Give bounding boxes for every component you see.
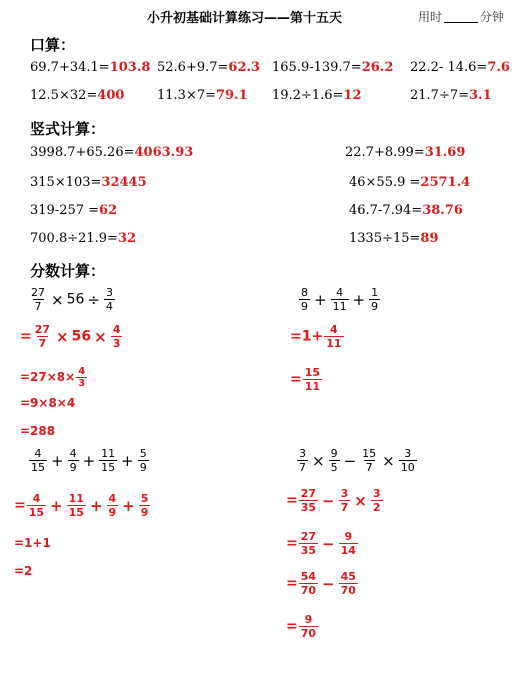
fraction: $\frac{4}{11}$: [326, 323, 342, 350]
fraction: $\frac{3}{2}$: [372, 487, 381, 514]
fraction: $\frac{45}{70}$: [340, 570, 356, 597]
fraction: $\frac{4}{11}$: [332, 286, 347, 313]
fraction: $\frac{15}{11}$: [304, 366, 321, 393]
p1-step-4: =288: [20, 424, 56, 438]
answer: 79.1: [216, 88, 248, 103]
section-vertical-heading: 竖式计算：: [30, 120, 106, 138]
answer: 3.1: [469, 88, 492, 103]
answer: 103.8: [109, 60, 151, 75]
fraction: $\frac{4}{15}$: [31, 447, 45, 474]
timer-label-text: 用时: [418, 10, 443, 24]
p1-step-3: =9×8×4: [20, 396, 76, 410]
fraction: $\frac{5}{9}$: [140, 492, 149, 519]
expression: 12.5×32=: [30, 88, 98, 103]
timer-unit: 分钟: [480, 10, 505, 24]
vertical-item: [30, 175, 147, 190]
section-oral-heading: 口算：: [30, 36, 76, 54]
oral-item: [157, 60, 260, 75]
vertical-item: [349, 231, 439, 246]
fraction: $\frac{1}{9}$: [371, 286, 379, 313]
problem-2: $\frac{8}{9}$ + $\frac{4}{11}$ + $\frac{1}{9}$: [301, 286, 379, 313]
expression: 46×55.9 =: [349, 175, 421, 190]
oral-item: [272, 88, 362, 103]
p2-step-2: = $\frac{15}{11}$: [290, 366, 321, 393]
answer: 2571.4: [420, 175, 471, 190]
p3-step-2: =1+1: [14, 536, 51, 550]
fraction: $\frac{4}{3}$: [78, 366, 86, 389]
p1-step-2: =27×8× $\frac{4}{3}$: [20, 366, 86, 389]
answer: 62: [99, 203, 118, 218]
oral-item: [30, 88, 124, 103]
section-fraction-heading: 分数计算：: [30, 262, 106, 280]
fraction: $\frac{27}{35}$: [300, 530, 317, 557]
fraction: $\frac{27}{7}$: [31, 286, 45, 313]
timer-label: [418, 8, 504, 25]
vertical-item: [349, 175, 470, 190]
fraction: $\frac{8}{9}$: [301, 286, 308, 313]
expression: 21.7÷7=: [410, 88, 470, 103]
p3-step-1: = $\frac{4}{15}$ + $\frac{11}{15}$ + $\frac{4}{9}$ + $\frac{5}{9}$: [14, 492, 149, 519]
vertical-item: [30, 231, 136, 246]
expression: 165.9-139.7=: [272, 60, 362, 75]
vertical-item: [30, 203, 117, 218]
answer: 12: [343, 88, 362, 103]
answer: 4063.93: [134, 145, 194, 160]
answer: 38.76: [422, 203, 463, 218]
p1-step-1: = $\frac{27}{7}$ × 56 × $\frac{4}{3}$: [20, 323, 121, 350]
fraction: $\frac{9}{5}$: [330, 447, 338, 474]
expression: 19.2÷1.6=: [272, 88, 344, 103]
expression: 700.8÷21.9=: [30, 231, 118, 246]
fraction: $\frac{15}{7}$: [362, 447, 377, 474]
fraction: $\frac{11}{15}$: [68, 492, 84, 519]
expression: 22.2- 14.6=: [410, 60, 488, 75]
oral-item: [410, 88, 492, 103]
expression: 46.7-7.94=: [349, 203, 423, 218]
fraction: $\frac{3}{7}$: [299, 447, 306, 474]
fraction: $\frac{4}{3}$: [112, 323, 121, 350]
p3-step-3: =2: [14, 564, 33, 578]
expression: 3998.7+65.26=: [30, 145, 135, 160]
fraction: $\frac{54}{70}$: [300, 570, 317, 597]
oral-item: [157, 88, 248, 103]
fraction: $\frac{4}{15}$: [28, 492, 45, 519]
timer-blank: [444, 22, 478, 23]
fraction: $\frac{27}{7}$: [34, 323, 51, 350]
fraction: $\frac{9}{70}$: [300, 613, 317, 640]
vertical-item: [349, 203, 463, 218]
fraction: $\frac{5}{9}$: [139, 447, 147, 474]
vertical-item: [345, 145, 465, 160]
p4-step-3: = $\frac{54}{70}$ − $\frac{45}{70}$: [286, 570, 356, 597]
expression: 52.6+9.7=: [157, 60, 229, 75]
expression: 22.7+8.99=: [345, 145, 425, 160]
fraction: $\frac{27}{35}$: [300, 487, 317, 514]
p4-step-2: = $\frac{27}{35}$ − $\frac{9}{14}$: [286, 530, 356, 557]
oral-item: [30, 60, 150, 75]
fraction: $\frac{3}{7}$: [340, 487, 349, 514]
fraction: $\frac{11}{15}$: [101, 447, 116, 474]
fraction: $\frac{4}{9}$: [108, 492, 117, 519]
expression: 69.7+34.1=: [30, 60, 110, 75]
expression: 319-257 =: [30, 203, 100, 218]
p4-step-1: = $\frac{27}{35}$ − $\frac{3}{7}$ × $\frac{3}{2}$: [286, 487, 381, 514]
problem-1: $\frac{27}{7}$ × 56 ÷ $\frac{3}{4}$: [31, 286, 113, 313]
answer: 7.6: [487, 60, 510, 75]
fraction: $\frac{3}{10}$: [400, 447, 415, 474]
fraction: $\frac{4}{9}$: [69, 447, 77, 474]
answer: 62.3: [228, 60, 261, 75]
problem-4: $\frac{3}{7}$ × $\frac{9}{5}$ − $\frac{15}{7}$ × $\frac{3}{10}$: [299, 447, 415, 474]
expression: 315×103=: [30, 175, 102, 190]
vertical-item: [30, 145, 193, 160]
fraction: $\frac{9}{14}$: [340, 530, 356, 557]
expression: 11.3×7=: [157, 88, 217, 103]
answer: 89: [420, 231, 439, 246]
answer: 32445: [101, 175, 147, 190]
answer: 26.2: [361, 60, 394, 75]
problem-3: $\frac{4}{15}$ + $\frac{4}{9}$ + $\frac{11}{15}$ + $\frac{5}{9}$: [31, 447, 147, 474]
answer: 32: [117, 231, 137, 246]
answer: 31.69: [424, 145, 466, 160]
p4-step-4: = $\frac{9}{70}$: [286, 613, 317, 640]
oral-item: [410, 60, 510, 75]
answer: 400: [97, 88, 125, 103]
expression: 1335÷15=: [349, 231, 421, 246]
p2-step-1: =1+ $\frac{4}{11}$: [290, 323, 342, 350]
oral-item: [272, 60, 393, 75]
fraction: $\frac{3}{4}$: [105, 286, 113, 313]
page-title: 小升初基础计算练习——第十五天: [147, 11, 343, 26]
